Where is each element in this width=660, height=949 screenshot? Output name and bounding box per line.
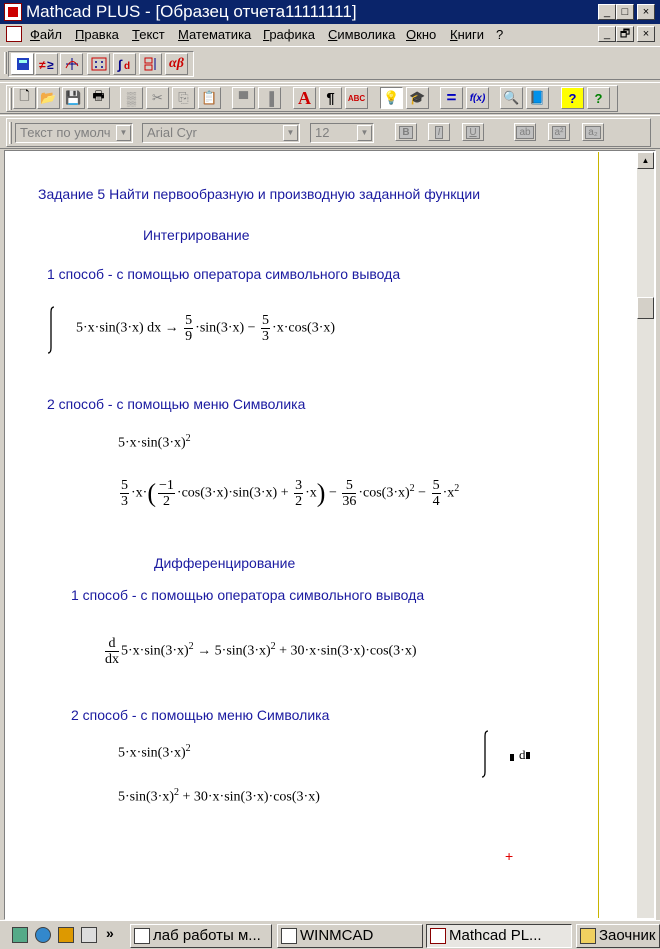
menu-graphics[interactable]: Графика (263, 27, 315, 42)
resource-icon[interactable]: 📘 (526, 87, 549, 109)
greek-palette-icon[interactable]: αβ (165, 53, 188, 75)
save-icon[interactable]: 💾 (62, 87, 85, 109)
taskbar (0, 920, 660, 949)
desktop-icon[interactable] (12, 927, 28, 943)
align-across-icon[interactable]: ▀ (232, 87, 255, 109)
menu-file[interactable]: Файл (30, 27, 62, 42)
diff-method1-text: 1 способ - с помощью оператора символьного вывода (71, 587, 425, 603)
doc-restore-button[interactable]: 🗗 (616, 26, 634, 42)
align-left-button[interactable]: ab (514, 123, 536, 141)
font-select[interactable] (142, 123, 300, 143)
title-bar[interactable] (0, 0, 660, 24)
open-icon[interactable]: 📂 (37, 87, 60, 109)
mathcad-app-icon[interactable] (4, 3, 22, 21)
bold-button[interactable]: B (395, 123, 417, 141)
italic-button[interactable]: I (428, 123, 450, 141)
style-select-value: Текст по умолч (20, 125, 111, 140)
maximize-button[interactable]: □ (616, 4, 634, 20)
toolbar-grip[interactable] (9, 88, 12, 110)
task-button[interactable]: WINMCAD (277, 924, 423, 948)
zoom-icon[interactable]: 🔍 (500, 87, 523, 109)
diff-method2-text: 2 способ - с помощью меню Символика (71, 707, 330, 723)
folder-icon (580, 928, 596, 944)
integral-result-expression[interactable]: $\frac{5}{3}$ ·x·( $\frac{-1}{2}$ ·cos(3·x)·sin(3·x) + $\frac{3}{2}$ ·x) − $\frac{5}{36}$ $\cdot\cos(3\cdot x)^2$ − $\frac{5}{4}$ $\cdot x^2$ (121, 478, 460, 509)
copy-icon[interactable]: ⎘ (172, 87, 195, 109)
equals-icon[interactable]: = (440, 87, 463, 109)
int-method1-text: 1 способ - с помощью оператора символьного вывода (47, 266, 401, 282)
superscript-button[interactable]: a² (548, 123, 570, 141)
derivative-result-expression[interactable]: $5\cdot\sin(3\cdot x)^2 + 30\cdot x\cdot\sin(3\cdot x)\cdot\cos(3\cdot x)$ (118, 787, 320, 805)
style-select[interactable] (15, 123, 133, 143)
svg-text:∫: ∫ (117, 57, 122, 72)
cut-icon[interactable]: ✂ (146, 87, 169, 109)
underline-button[interactable]: U (462, 123, 484, 141)
word-icon (134, 928, 150, 944)
standard-toolbar (0, 82, 660, 114)
svg-text:≠: ≠ (38, 58, 46, 71)
new-icon[interactable]: 🗋 (13, 87, 36, 109)
scroll-thumb[interactable] (637, 297, 654, 319)
menu-text[interactable]: Текст (132, 27, 165, 42)
tutorial-icon[interactable]: 🎓 (406, 87, 429, 109)
int-method2-text: 2 способ - с помощью меню Символика (47, 396, 306, 412)
menu-bar (0, 24, 660, 44)
minimize-button[interactable]: _ (598, 4, 616, 20)
menu-help[interactable]: ? (496, 27, 504, 42)
math-palette-toolbar (0, 46, 660, 80)
integral-expression-1[interactable]: 5·x·sin(3·x) dx → $\frac{5}{9}$ ·sin(3·x) − $\frac{5}{3}$ ·x·cos(3·x) (76, 313, 336, 344)
search-icon[interactable] (81, 927, 97, 943)
chevron-icon[interactable]: » (106, 925, 114, 941)
toolbar-grip[interactable] (4, 52, 7, 74)
format-toolbar (0, 115, 660, 149)
integral-sign (46, 306, 56, 354)
derivative-expression-1[interactable]: $\frac{d}{dx}$ $5\cdot x\cdot\sin(3\cdot x)^2 \to 5\cdot\sin(3\cdot x)^2 + 30\cdot x\cdot\sin(3\cdot x)\cdot\cos(3\cdot x)$ (105, 636, 417, 667)
scroll-up-button[interactable]: ▲ (637, 152, 654, 169)
menu-books[interactable]: Книги (450, 27, 485, 42)
task-button[interactable]: Mathcad PL... (426, 924, 572, 948)
doc-close-button[interactable]: × (637, 26, 655, 42)
chevron-down-icon[interactable]: ▼ (357, 125, 372, 141)
subscript-button[interactable]: a₂ (582, 123, 604, 141)
integral-sign (480, 730, 490, 778)
align-down-icon[interactable]: ▐ (258, 87, 281, 109)
boolean-palette-icon[interactable] (35, 53, 58, 75)
menu-edit[interactable]: Правка (75, 27, 119, 42)
winamp-icon[interactable] (58, 927, 74, 943)
task-button[interactable]: лаб работы м... (130, 924, 272, 948)
function-expression[interactable]: $5\cdot x\cdot\sin(3\cdot x)^2$ (118, 743, 191, 761)
crosshair-cursor: + (505, 848, 514, 864)
programming-palette-icon[interactable] (139, 53, 162, 75)
graph-palette-icon[interactable] (60, 53, 83, 75)
paragraph-icon[interactable]: ¶ (319, 87, 342, 109)
vertical-scrollbar[interactable] (637, 152, 654, 918)
placeholder-box[interactable] (510, 754, 514, 761)
chevron-down-icon[interactable]: ▼ (283, 125, 298, 141)
doc-minimize-button[interactable]: _ (598, 26, 616, 42)
folder-search-icon (281, 928, 297, 944)
font-select-value: Arial Cyr (147, 125, 197, 140)
integration-heading: Интегрирование (143, 227, 250, 243)
calculus-palette-icon[interactable] (113, 53, 136, 75)
function-icon[interactable]: f(x) (466, 87, 489, 109)
help-icon[interactable]: ? (587, 87, 610, 109)
window-title: Mathcad PLUS - [Образец отчета11111111] (26, 2, 357, 21)
differentiation-heading: Дифференцирование (154, 555, 296, 571)
task-heading: Задание 5 Найти первообразную и производную заданной функции (38, 186, 481, 202)
svg-text:≥: ≥ (46, 58, 54, 71)
document-icon[interactable] (6, 26, 22, 42)
svg-text:d: d (123, 61, 130, 72)
placeholder-d[interactable]: d (519, 747, 530, 763)
spell-check-icon[interactable]: ABC (345, 87, 368, 109)
hint-icon[interactable]: 💡 (380, 87, 403, 109)
task-button[interactable]: Заочник (576, 924, 660, 948)
size-select-value: 12 (315, 125, 330, 140)
integrand-expression[interactable]: $5\cdot x\cdot\sin(3\cdot x)^2$ (118, 433, 191, 451)
mathcad-icon (430, 928, 446, 944)
menu-symbolics[interactable]: Символика (328, 27, 396, 42)
toolbar-grip[interactable] (9, 122, 12, 144)
print-icon[interactable]: 🖶 (87, 87, 110, 109)
size-select[interactable] (310, 123, 374, 143)
menu-window[interactable]: Окно (406, 27, 437, 42)
matrix-palette-icon[interactable] (87, 53, 110, 75)
text-icon[interactable]: A (293, 87, 316, 109)
page-edge-line (598, 152, 599, 918)
menu-math[interactable]: Математика (178, 27, 252, 42)
help-question-icon[interactable]: ? (561, 87, 584, 109)
check-icon[interactable]: ▒ (120, 87, 143, 109)
paste-icon[interactable]: 📋 (198, 87, 221, 109)
close-button[interactable]: × (637, 4, 655, 20)
calculator-palette-icon[interactable] (11, 53, 34, 75)
ie-icon[interactable] (35, 927, 51, 943)
chevron-down-icon[interactable]: ▼ (116, 125, 131, 141)
